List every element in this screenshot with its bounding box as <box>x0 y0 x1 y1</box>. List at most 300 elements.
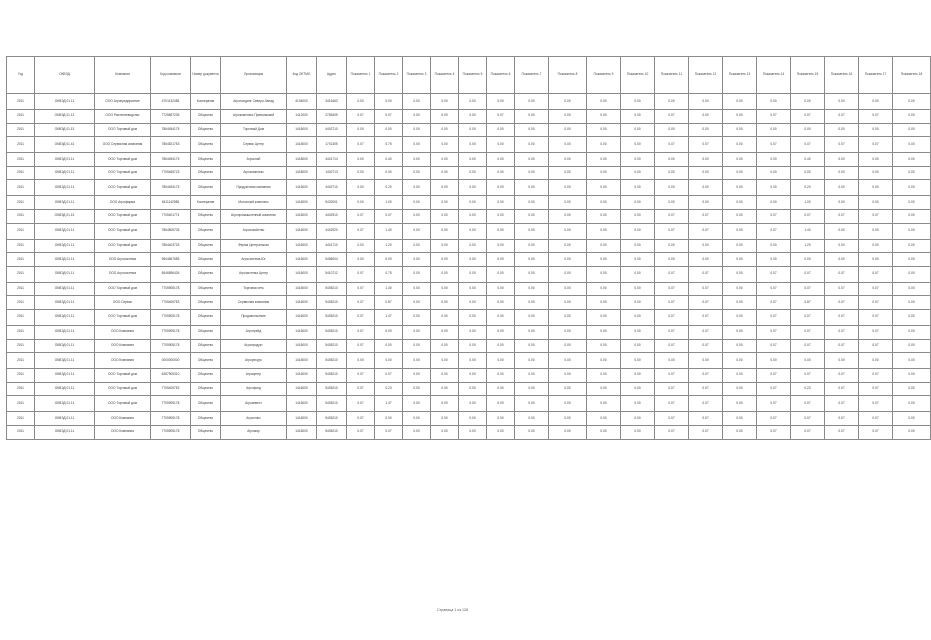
table-cell: 0.07 <box>347 369 375 383</box>
table-cell: Торговая сеть <box>221 282 287 296</box>
table-cell: 0.00 <box>587 266 621 282</box>
table-cell: 0.00 <box>893 382 931 396</box>
table-cell: 0.07 <box>689 325 723 339</box>
table-cell: 0.07 <box>655 110 689 124</box>
table-cell: 2011 <box>7 369 35 383</box>
table-cell: 5405210 <box>317 339 347 353</box>
column-header: Показатель 17 <box>859 57 893 94</box>
table-cell: 0.07 <box>791 137 825 153</box>
table-cell: 0.00 <box>757 253 791 267</box>
table-cell: 0.07 <box>757 266 791 282</box>
table-cell: 0.00 <box>431 353 459 369</box>
table-cell: 0.00 <box>431 382 459 396</box>
table-header <box>7 57 931 94</box>
table-cell: 0.00 <box>549 425 587 439</box>
table-cell: 0.00 <box>723 425 757 439</box>
table-cell: 0.00 <box>347 353 375 369</box>
table-cell: 0.00 <box>487 223 515 239</box>
table-row <box>7 325 931 339</box>
table-row <box>7 282 931 296</box>
table-cell: 0.00 <box>487 266 515 282</box>
table-cell: 0.07 <box>655 209 689 223</box>
table-cell: 0.00 <box>689 196 723 210</box>
table-cell: 0.00 <box>757 353 791 369</box>
table-cell: 0.07 <box>859 309 893 325</box>
table-cell: 0.00 <box>893 123 931 137</box>
table-cell: 0.00 <box>347 239 375 253</box>
table-cell: 0.40 <box>375 153 403 167</box>
table-cell: 0.00 <box>515 239 549 253</box>
table-cell: 0.00 <box>515 94 549 110</box>
table-cell: 1416000 <box>287 425 317 439</box>
table-cell: 1416000 <box>287 196 317 210</box>
table-cell: 0.00 <box>515 296 549 310</box>
table-cell: 0.00 <box>893 369 931 383</box>
table-cell: 0.00 <box>515 369 549 383</box>
table-cell: ООО Агропредприятие <box>95 94 151 110</box>
table-cell: 0.87 <box>791 296 825 310</box>
table-cell: 7705905178 <box>151 325 191 339</box>
table-cell: 0.07 <box>689 369 723 383</box>
table-cell: 0.00 <box>893 137 931 153</box>
table-cell: 0.00 <box>487 339 515 353</box>
table-cell: 0.00 <box>431 309 459 325</box>
table-row <box>7 369 931 383</box>
column-header: Показатель 4 <box>431 57 459 94</box>
table-cell: Общество <box>191 382 221 396</box>
table-cell: 0.00 <box>403 353 431 369</box>
table-cell: 0.07 <box>375 209 403 223</box>
table-cell: 0.00 <box>487 94 515 110</box>
table-cell: 0.00 <box>859 239 893 253</box>
table-cell: 0.00 <box>431 253 459 267</box>
table-cell: 0.00 <box>459 382 487 396</box>
table-cell: 0.00 <box>549 282 587 296</box>
table-cell: 0.00 <box>403 166 431 180</box>
table-row <box>7 296 931 310</box>
table-cell: 0.00 <box>431 180 459 196</box>
table-cell: 0.00 <box>587 412 621 426</box>
table-cell: ОКВЭД 01.11 <box>35 282 95 296</box>
table-cell: ООО Агросистема <box>95 253 151 267</box>
table-cell: 0.00 <box>587 425 621 439</box>
table-cell: 5405210 <box>317 425 347 439</box>
table-cell: 7705405753 <box>151 382 191 396</box>
table-cell: 0.00 <box>403 253 431 267</box>
table-cell: 1.47 <box>375 396 403 412</box>
table-cell: Агроснаб <box>221 153 287 167</box>
table-cell: 0.00 <box>403 137 431 153</box>
table-cell: 0.00 <box>403 369 431 383</box>
table-row <box>7 425 931 439</box>
table-cell: 0.07 <box>757 209 791 223</box>
table-cell: 0.07 <box>347 296 375 310</box>
table-cell: 0.00 <box>403 266 431 282</box>
table-cell: 0.00 <box>403 339 431 353</box>
table-cell: 0.07 <box>825 369 859 383</box>
table-cell: 0.00 <box>893 425 931 439</box>
table-cell: 0.00 <box>431 339 459 353</box>
table-cell: 0.00 <box>459 396 487 412</box>
table-cell: 0.00 <box>621 382 655 396</box>
table-cell: 0.00 <box>515 196 549 210</box>
table-cell: Общество <box>191 309 221 325</box>
table-row <box>7 412 931 426</box>
table-cell: 0.00 <box>459 239 487 253</box>
table-cell: 0.00 <box>403 94 431 110</box>
table-cell: Общество <box>191 325 221 339</box>
table-cell: 1412000 <box>287 110 317 124</box>
table-cell: 0.00 <box>655 94 689 110</box>
table-cell: 0.00 <box>655 253 689 267</box>
table-cell: 0.07 <box>859 382 893 396</box>
table-cell: ОКВЭД 01.41 <box>35 137 95 153</box>
table-cell: 0.00 <box>621 223 655 239</box>
table-cell: 1.47 <box>375 309 403 325</box>
table-cell: ОКВЭД 01.11 <box>35 353 95 369</box>
table-cell: ОКВЭД 01.11 <box>35 382 95 396</box>
column-header: Номер документа <box>191 57 221 94</box>
table-cell: 2011 <box>7 110 35 124</box>
table-cell: Молочный комплекс <box>221 196 287 210</box>
table-cell: 0.00 <box>859 196 893 210</box>
table-cell: 0.00 <box>549 223 587 239</box>
table-cell: 0.07 <box>859 325 893 339</box>
table-cell: 0.07 <box>825 382 859 396</box>
table-cell: 0.07 <box>859 339 893 353</box>
table-cell: 0.00 <box>403 110 431 124</box>
table-cell: 0.23 <box>791 382 825 396</box>
table-cell: 0.00 <box>459 309 487 325</box>
table-cell: 0.00 <box>893 296 931 310</box>
table-cell: 7705905178 <box>151 309 191 325</box>
table-cell: 0.00 <box>791 123 825 137</box>
table-cell: 0.00 <box>403 223 431 239</box>
table-cell: 0.00 <box>459 137 487 153</box>
table-cell: 1418000 <box>287 166 317 180</box>
table-cell: 0.07 <box>347 412 375 426</box>
table-cell: 0.00 <box>515 153 549 167</box>
table-cell: 0.00 <box>893 209 931 223</box>
table-cell: 2783409 <box>317 110 347 124</box>
table-cell: 6546896426 <box>151 266 191 282</box>
table-cell: Агроресурс <box>221 353 287 369</box>
table-cell: 0.00 <box>459 110 487 124</box>
table-cell: 0.00 <box>893 153 931 167</box>
table-cell: ООО Компания <box>95 339 151 353</box>
table-cell: 2011 <box>7 282 35 296</box>
table-cell: 0.00 <box>549 412 587 426</box>
table-cell: 0.07 <box>859 425 893 439</box>
table-cell: 0.07 <box>757 110 791 124</box>
table-cell: 0.00 <box>689 94 723 110</box>
table-cell: 0.00 <box>723 209 757 223</box>
table-cell: ООО Торговый дом <box>95 123 151 137</box>
table-cell: 1416000 <box>287 339 317 353</box>
table-cell: 1416000 <box>287 282 317 296</box>
table-cell: 0.07 <box>375 425 403 439</box>
table-cell: ООО Торговый дом <box>95 180 151 196</box>
table-cell: 0.07 <box>791 266 825 282</box>
table-cell: 0.07 <box>859 137 893 153</box>
table-cell: 0.00 <box>621 166 655 180</box>
table-cell: 0.00 <box>487 309 515 325</box>
table-cell: 0.00 <box>689 166 723 180</box>
table-row <box>7 396 931 412</box>
table-cell: 0.07 <box>791 110 825 124</box>
table-cell: 1.40 <box>375 282 403 296</box>
table-cell: 0.00 <box>655 123 689 137</box>
table-cell: 0.07 <box>825 309 859 325</box>
table-cell: 2011 <box>7 339 35 353</box>
table-cell: 0.07 <box>791 339 825 353</box>
table-cell: 2011 <box>7 209 35 223</box>
table-cell: 0.07 <box>689 296 723 310</box>
table-cell: 0.07 <box>347 339 375 353</box>
table-cell: 0.00 <box>487 369 515 383</box>
column-header: Показатель 1 <box>347 57 375 94</box>
table-cell: 0.00 <box>403 425 431 439</box>
table-cell: 0.00 <box>403 325 431 339</box>
table-cell: 0.07 <box>825 282 859 296</box>
table-cell: 2011 <box>7 325 35 339</box>
table-cell: 0.00 <box>487 137 515 153</box>
table-cell: 0.07 <box>347 325 375 339</box>
table-cell: 7864454175 <box>151 123 191 137</box>
table-cell: 0.00 <box>403 382 431 396</box>
table-cell: 7864454175 <box>151 180 191 196</box>
table-cell: 0.00 <box>723 282 757 296</box>
table-cell: 0.00 <box>515 123 549 137</box>
table-cell: 0.00 <box>459 425 487 439</box>
table-cell: 0.00 <box>859 94 893 110</box>
table-cell: ООО Торговый дом <box>95 369 151 383</box>
table-row <box>7 153 931 167</box>
table-cell: 0.00 <box>549 253 587 267</box>
table-cell: 5405210 <box>317 382 347 396</box>
table-cell: 0.07 <box>347 309 375 325</box>
table-cell: 0.07 <box>757 296 791 310</box>
table-cell: Общество <box>191 296 221 310</box>
column-header: Показатель 9 <box>587 57 621 94</box>
table-cell: ООО Торговый дом <box>95 209 151 223</box>
table-cell: ОКВЭД 01.11 <box>35 412 95 426</box>
table-cell: 0.00 <box>347 196 375 210</box>
table-cell: 0.00 <box>403 180 431 196</box>
column-header: Организация <box>221 57 287 94</box>
table-cell: Общество <box>191 209 221 223</box>
table-cell: 5405210 <box>317 396 347 412</box>
table-cell: 0.00 <box>549 180 587 196</box>
table-cell: 0.00 <box>347 153 375 167</box>
column-header: Показатель 15 <box>791 57 825 94</box>
table-cell: ООО Компания <box>95 425 151 439</box>
table-cell: 1.40 <box>791 223 825 239</box>
table-cell: 7705905178 <box>151 396 191 412</box>
table-cell: 0.00 <box>859 253 893 267</box>
table-cell: 2011 <box>7 196 35 210</box>
table-cell: 0.00 <box>549 209 587 223</box>
table-cell: 5405210 <box>317 309 347 325</box>
table-cell: 1416000 <box>287 253 317 267</box>
table-cell: 4402710 <box>317 123 347 137</box>
table-cell: Агрокомплекс <box>221 166 287 180</box>
table-cell: Торговый Дом <box>221 123 287 137</box>
table-cell: Агросистема Юг <box>221 253 287 267</box>
table-cell: 0.07 <box>825 209 859 223</box>
table-cell: 0.00 <box>893 353 931 369</box>
table-cell: 0.00 <box>825 180 859 196</box>
table-cell: 0.00 <box>587 296 621 310</box>
table-cell: 0.00 <box>487 253 515 267</box>
table-cell: Общество <box>191 396 221 412</box>
table-cell: 0.00 <box>515 425 549 439</box>
table-cell: 1416000 <box>287 180 317 196</box>
table-cell: 5432001 <box>317 196 347 210</box>
table-cell: 0.00 <box>723 153 757 167</box>
table-cell: 0.00 <box>587 153 621 167</box>
table-cell: 0.07 <box>375 110 403 124</box>
table-cell: 0.00 <box>655 153 689 167</box>
page-footer: Страница 1 из 128 <box>437 608 468 612</box>
table-cell: Сервисная компания <box>221 296 287 310</box>
table-cell: 2011 <box>7 253 35 267</box>
table-cell: 7705905178 <box>151 412 191 426</box>
table-cell: 0.00 <box>723 396 757 412</box>
table-cell: 2011 <box>7 94 35 110</box>
table-cell: 0.07 <box>655 296 689 310</box>
table-body <box>7 94 931 440</box>
table-cell: 0.00 <box>825 94 859 110</box>
table-cell: 0.00 <box>487 412 515 426</box>
table-cell: 0.87 <box>375 296 403 310</box>
table-cell: 0.07 <box>757 369 791 383</box>
table-cell: 0.07 <box>859 266 893 282</box>
table-cell: 0.00 <box>459 94 487 110</box>
table-cell: 0.00 <box>459 180 487 196</box>
table-cell: 0.00 <box>375 325 403 339</box>
table-cell: 1402713 <box>317 166 347 180</box>
table-cell: 0.07 <box>757 309 791 325</box>
table-cell: 4402910 <box>317 209 347 223</box>
table-cell: 0.00 <box>431 412 459 426</box>
table-cell: Общество <box>191 425 221 439</box>
table-cell: Общество <box>191 369 221 383</box>
table-cell: 0.00 <box>825 153 859 167</box>
table-cell: Ферма Центральная <box>221 239 287 253</box>
table-cell: 0.00 <box>859 166 893 180</box>
column-header: ОКВЭД <box>35 57 95 94</box>
table-cell: 0.00 <box>587 94 621 110</box>
table-cell: 0.00 <box>431 369 459 383</box>
table-cell: 0.00 <box>487 239 515 253</box>
table-cell: 0.00 <box>549 166 587 180</box>
table-cell: 0.00 <box>431 196 459 210</box>
table-cell: 0.00 <box>403 296 431 310</box>
table-cell: 0.00 <box>375 123 403 137</box>
table-cell: ОКВЭД 01.11 <box>35 396 95 412</box>
table-cell: 0.07 <box>791 412 825 426</box>
table-row <box>7 137 931 153</box>
table-cell: 0.00 <box>459 353 487 369</box>
table-cell: 0.07 <box>859 396 893 412</box>
table-cell: 0.00 <box>893 223 931 239</box>
table-cell: ООО Сервисная компания <box>95 137 151 153</box>
table-cell: 0.00 <box>689 110 723 124</box>
table-cell: ООО Торговый дом <box>95 239 151 253</box>
table-cell: 0.00 <box>459 412 487 426</box>
table-cell: ООО Компания <box>95 353 151 369</box>
table-cell: 1416000 <box>287 209 317 223</box>
table-cell: 0.07 <box>791 209 825 223</box>
table-cell: 0.00 <box>403 196 431 210</box>
table-cell: 0.07 <box>825 339 859 353</box>
table-cell: 0.07 <box>791 396 825 412</box>
table-cell: Общество <box>191 137 221 153</box>
table-row <box>7 266 931 282</box>
table-cell: 1416000 <box>287 396 317 412</box>
table-cell: 0.00 <box>549 325 587 339</box>
table-cell: Общество <box>191 123 221 137</box>
table-cell: Сервис Центр <box>221 137 287 153</box>
table-cell: Продуктовая компания <box>221 180 287 196</box>
table-cell: 0.00 <box>375 412 403 426</box>
table-cell: 0.00 <box>825 123 859 137</box>
table-cell: 0.00 <box>893 196 931 210</box>
table-cell: 7705905178 <box>151 339 191 353</box>
table-cell: 0.00 <box>757 153 791 167</box>
table-cell: 0.00 <box>723 353 757 369</box>
table-cell: 0.00 <box>375 253 403 267</box>
table-cell: 0.00 <box>723 123 757 137</box>
table-row <box>7 94 931 110</box>
column-header: Показатель 14 <box>757 57 791 94</box>
table-cell: ОКВЭД 01.11 <box>35 166 95 180</box>
table-cell: 0.00 <box>587 339 621 353</box>
table-cell: 0.07 <box>825 425 859 439</box>
table-cell: 0.00 <box>859 180 893 196</box>
table-cell: ООО Торговый дом <box>95 166 151 180</box>
table-cell: 0.00 <box>549 94 587 110</box>
table-cell: 0.07 <box>757 339 791 353</box>
table-cell: Агропромышленный комплекс <box>221 209 287 223</box>
table-cell: 0.00 <box>431 166 459 180</box>
table-cell: ОКВЭД 01.11 <box>35 309 95 325</box>
table-cell: 0.07 <box>689 425 723 439</box>
table-cell: 0.00 <box>757 123 791 137</box>
table-cell: Общество <box>191 166 221 180</box>
table-cell: 7705401774 <box>151 209 191 223</box>
table-cell: 9844667685 <box>151 253 191 267</box>
column-header: Код ОКТМО <box>287 57 317 94</box>
table-cell: ООО Агросистема <box>95 266 151 282</box>
table-cell: 0.00 <box>459 282 487 296</box>
table-cell: 0.07 <box>689 309 723 325</box>
table-cell: ООО Торговый дом <box>95 396 151 412</box>
column-header: Показатель 6 <box>487 57 515 94</box>
table-cell: 7705905178 <box>151 282 191 296</box>
table-cell: 0.07 <box>791 309 825 325</box>
table-cell: Агросистема Центр <box>221 266 287 282</box>
table-cell: Общество <box>191 266 221 282</box>
table-cell: 0.07 <box>859 110 893 124</box>
table-cell: 0.07 <box>655 369 689 383</box>
table-cell: 0.00 <box>859 353 893 369</box>
table-cell: 7725897235 <box>151 110 191 124</box>
column-header: Показатель 10 <box>621 57 655 94</box>
table-cell: 0.00 <box>549 369 587 383</box>
table-cell: 0.00 <box>893 396 931 412</box>
